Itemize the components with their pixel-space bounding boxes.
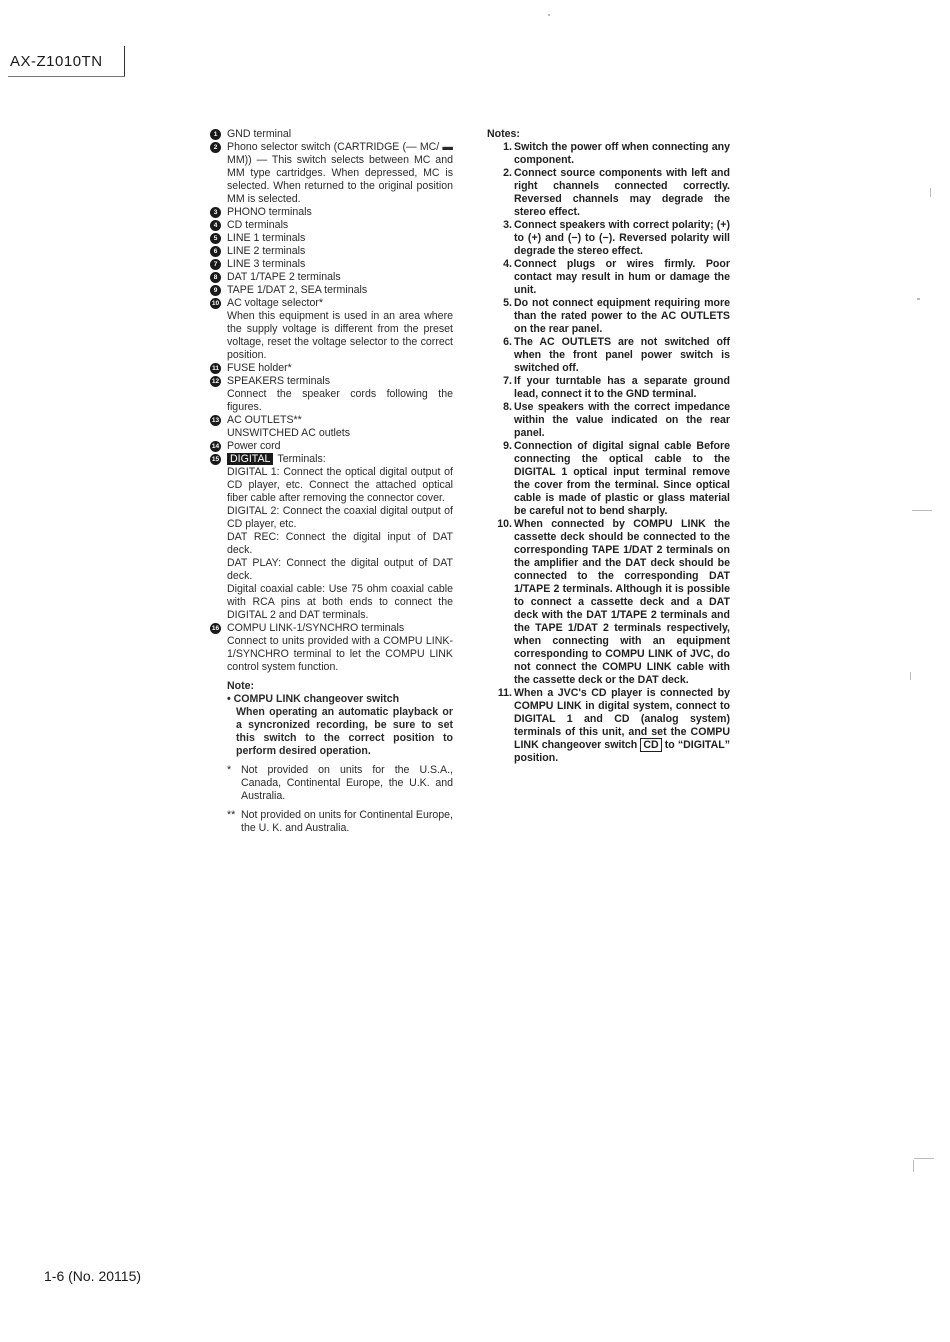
note-item (487, 687, 730, 765)
note-item (487, 141, 730, 167)
note-text: Connect speakers with correct polarity; (+) to (+) and (−) to (−). Reversed polarity will degrade the stereo effect. (514, 219, 730, 257)
note-text-container (513, 687, 730, 765)
item-title: DAT 1/TAPE 2 terminals (227, 271, 341, 283)
item-title: COMPU LINK-1/SYNCHRO terminals (227, 622, 405, 634)
terminal-descriptions-column (210, 128, 453, 835)
list-item (210, 414, 453, 427)
cd-boxed-label: CD (640, 738, 661, 752)
item-number-badge: 2 (210, 142, 221, 153)
note-text: Connect source components with left and right channels connected correctly. Reversed channels may degrade the stereo effect. (514, 167, 730, 218)
note-number: 3. (503, 219, 512, 231)
list-item (210, 141, 453, 206)
item-number-badge: 1 (210, 129, 221, 140)
item-number-badge: 14 (211, 443, 220, 450)
scan-speck (910, 672, 911, 680)
list-item (210, 375, 453, 388)
item-number-badge: 10 (211, 300, 220, 307)
note-number: 7. (503, 375, 512, 387)
list-item (210, 245, 453, 258)
note-number: 11. (497, 687, 512, 699)
list-item (210, 297, 453, 310)
item-number-badge: 4 (210, 220, 221, 231)
digital-line: DAT REC: Connect the digital input of DAT deck. (227, 531, 453, 556)
note-item (487, 258, 730, 297)
note-text: Do not connect equipment requiring more than the rated power to the AC OUTLETS on the rear panel. (514, 297, 730, 335)
footnote-text: Not provided on units for the U.S.A., Canada, Continental Europe, the U.K. and Australia. (241, 764, 453, 802)
item-number-badge: 3 (210, 207, 221, 218)
item-number-badge: 13 (211, 417, 220, 424)
note-bullet: • COMPU LINK changeover switch (227, 693, 400, 705)
compu-link-item (210, 622, 453, 635)
item-number-badge: 11 (210, 363, 221, 374)
item-description: UNSWITCHED AC outlets (227, 427, 351, 439)
digital-highlight-label: DIGITAL (227, 453, 273, 465)
footnote-mark: ** (227, 809, 236, 821)
list-item (210, 440, 453, 453)
digital-terminals-item (210, 453, 453, 466)
item-number-badge: 9 (210, 285, 221, 296)
note-number: 1. (503, 141, 512, 153)
header-rule-horizontal (8, 76, 125, 77)
notes-column (487, 128, 730, 765)
scan-speck (917, 298, 920, 300)
digital-line: DIGITAL 2: Connect the coaxial digital output of CD player, etc. (227, 505, 453, 530)
item-title: LINE 2 terminals (227, 245, 306, 257)
note-item (487, 440, 730, 518)
header-rule-vertical (124, 46, 125, 76)
list-item (210, 219, 453, 232)
item-title: Phono selector switch (CARTRIDGE (— MC/ ▬ MM)) — This switch selects between MC and MM type cartridges. When depressed, MC is selected. When returned to the original position MM is selected. (227, 141, 453, 205)
item-title: PHONO terminals (227, 206, 312, 218)
list-item (210, 284, 453, 297)
note-item (487, 401, 730, 440)
footnote-mark: * (227, 764, 232, 776)
item-description: When this equipment is used in an area where the supply voltage is different from the preset voltage, reset the voltage selector to the correct position. (227, 310, 453, 361)
page-number: 1-6 (No. 20115) (44, 1268, 142, 1284)
item-title: FUSE holder* (227, 362, 292, 374)
note-item (487, 375, 730, 401)
list-item (210, 271, 453, 284)
note-text: When connected by COMPU LINK the cassette deck should be connected to the corresponding TAPE 1/DAT 2 terminals on the amplifier and the DAT deck should be connected to the corresponding DAT 1/TAPE 2 terminals. Although it is possible to connect a cassette deck and a DAT deck with the DAT 1/TAPE 2 terminals and the TAPE 1/DAT 2 terminals respectively, when connecting with an equipment corresponding to COMPU LINK of JVC, do not connect the COMPU LINK cable with the cassette deck or the DAT deck. (514, 518, 730, 686)
scan-speck (548, 14, 550, 16)
note-number: 5. (503, 297, 512, 309)
scan-speck (912, 510, 932, 511)
note-text: When a JVC's CD player is connected by COMPU LINK in digital system, connect to DIGITAL 1 and CD (analog system) terminals of this unit, and set the COMPU LINK changeover switch (514, 687, 730, 751)
item-title: LINE 3 terminals (227, 258, 306, 270)
digital-line: Digital coaxial cable: Use 75 ohm coaxial cable with RCA pins at both ends to connect the DIGITAL 2 and DAT terminals. (227, 583, 453, 621)
note-item (487, 167, 730, 219)
item-number-badge: 5 (210, 233, 221, 244)
footnote (210, 764, 453, 803)
list-item (210, 128, 453, 141)
item-title: LINE 1 terminals (227, 232, 306, 244)
note-number: 10. (497, 518, 512, 530)
model-name: AX-Z1010TN (10, 53, 103, 70)
note-item (487, 518, 730, 687)
list-item (210, 362, 453, 375)
item-title: AC voltage selector* (227, 297, 323, 309)
note-number: 9. (503, 440, 512, 452)
note-number: 6. (503, 336, 512, 348)
scan-speck (914, 1158, 934, 1159)
footnote-text: Not provided on units for Continental Europe, the U. K. and Australia. (241, 809, 454, 834)
item-number-badge: 15 (211, 456, 220, 463)
digital-title-line (227, 453, 453, 466)
note-text: Connect plugs or wires firmly. Poor contact may result in hum or damage the unit. (514, 258, 730, 296)
item-title: SPEAKERS terminals (227, 375, 331, 387)
item-number-badge: 8 (210, 272, 221, 283)
item-title: Terminals: (277, 453, 326, 465)
note-text: The AC OUTLETS are not switched off when the front panel power switch is switched off. (514, 336, 730, 374)
item-number-badge: 6 (210, 246, 221, 257)
note-number: 2. (503, 167, 512, 179)
item-number-badge: 12 (211, 378, 220, 385)
item-title: CD terminals (227, 219, 289, 231)
scan-speck (913, 1160, 914, 1172)
note-text: to “DIGITAL” position. (514, 739, 730, 764)
note-text: If your turntable has a separate ground lead, connect it to the GND terminal. (514, 375, 730, 400)
note-item (487, 336, 730, 375)
item-title: TAPE 1/DAT 2, SEA terminals (227, 284, 368, 296)
list-item (210, 232, 453, 245)
item-title: Power cord (227, 440, 281, 452)
note-text: Use speakers with the correct impedance within the value indicated on the rear panel. (514, 401, 730, 439)
note-item (487, 219, 730, 258)
item-description: Connect to units provided with a COMPU LINK-1/SYNCHRO terminal to let the COMPU LINK control system function. (227, 635, 453, 673)
item-title: AC OUTLETS** (227, 414, 302, 426)
note-body: When operating an automatic playback or a syncronized recording, be sure to set this switch to the correct position to perform desired operation. (236, 706, 453, 757)
note-heading: Note: (227, 680, 255, 692)
digital-line: DIGITAL 1: Connect the optical digital output of CD player, etc. Connect the attached optical fiber cable after removing the connector cover. (227, 466, 453, 504)
note-text: Switch the power off when connecting any component. (514, 141, 730, 166)
note-item (487, 297, 730, 336)
item-title: GND terminal (227, 128, 292, 140)
note-number: 4. (503, 258, 512, 270)
list-item (210, 258, 453, 271)
scan-speck (930, 188, 931, 197)
digital-line: DAT PLAY: Connect the digital output of DAT deck. (227, 557, 453, 582)
item-number-badge: 7 (210, 259, 221, 270)
notes-heading: Notes: (487, 128, 520, 140)
list-item (210, 206, 453, 219)
item-number-badge: 16 (211, 625, 220, 632)
note-number: 8. (503, 401, 512, 413)
item-description: Connect the speaker cords following the figures. (227, 388, 453, 413)
footnote (210, 809, 453, 835)
note-text: Connection of digital signal cable Before connecting the optical cable to the DIGITAL 1 optical input terminal remove the cover from the terminal. Since optical cable is made of plastic or glass material be careful not to bend sharply. (514, 440, 730, 517)
